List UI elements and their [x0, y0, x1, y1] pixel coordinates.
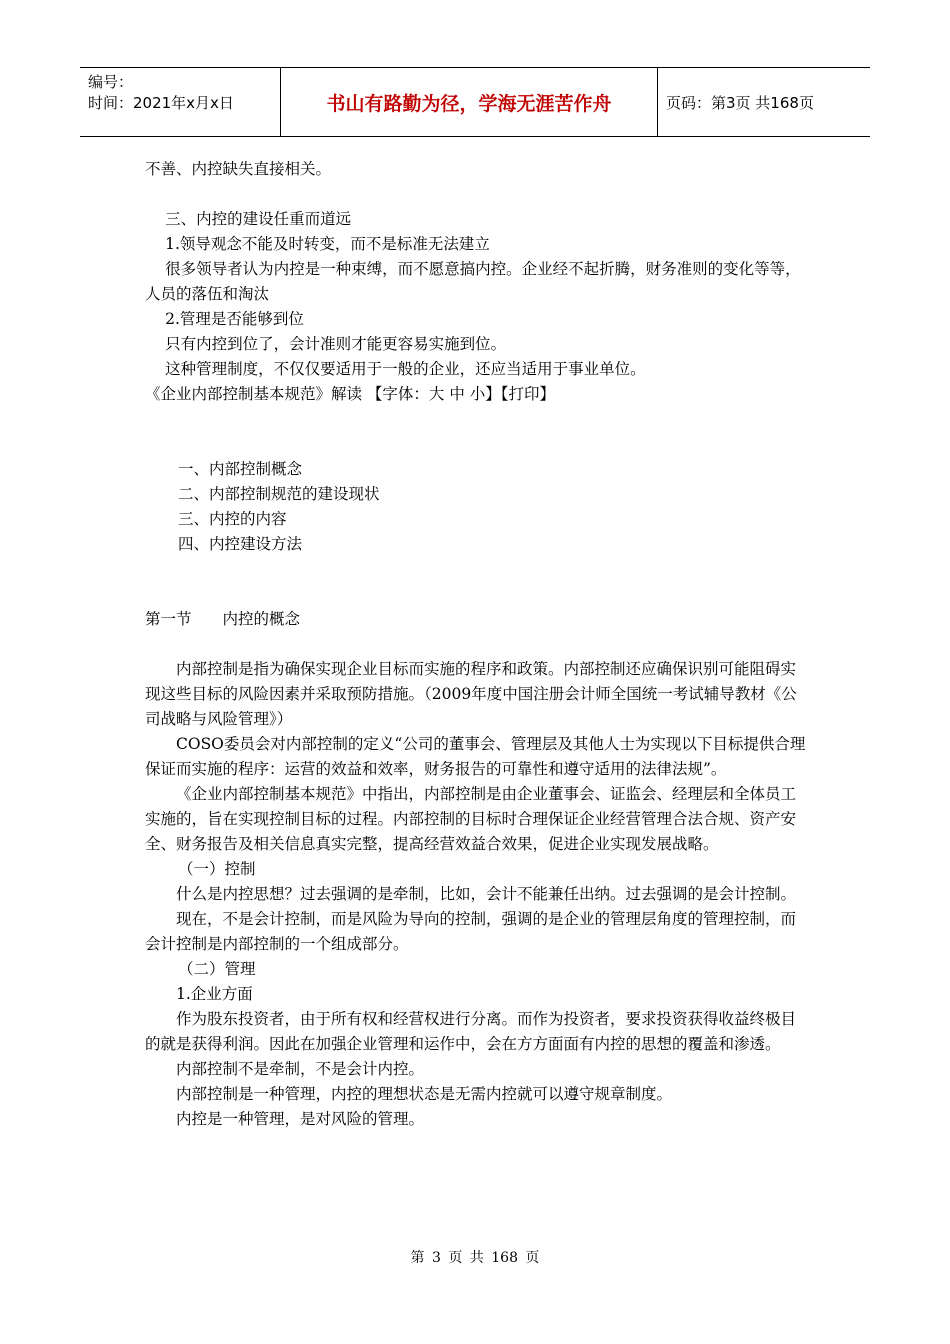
document-title-line: 《企业内部控制基本规范》解读 【字体：大 中 小】【打印】 [145, 385, 556, 403]
toc-item: 四、内控建设方法 [178, 535, 303, 553]
paragraph: 什么是内控思想？过去强调的是牵制，比如，会计不能兼任出纳。过去强调的是会计控制。 [176, 885, 797, 903]
section-heading: 三、内控的建设任重而道远 [165, 210, 352, 228]
subheading: 2.管理是否能够到位 [165, 310, 304, 328]
section-title: 第一节 内控的概念 [145, 610, 301, 628]
toc-item: 三、内控的内容 [178, 510, 287, 528]
paragraph: 这种管理制度，不仅仅要适用于一般的企业，还应当适用于事业单位。 [165, 360, 646, 378]
number-label: 编号： [88, 73, 134, 91]
paragraph: 《企业内部控制基本规范》中指出，内部控制是由企业董事会、证监会、经理层和全体员工实施的，旨在实现控制目标的过程。内部控制的目标时合理保证企业经营管理合法合规、资产安全、财务报告及相关信息真实完整，提高经营效益合效果，促进企业实现发展战略。 [145, 785, 797, 853]
paragraph: 现在，不是会计控制，而是风险为导向的控制，强调的是企业的管理层角度的管理控制，而会计控制是内部控制的一个组成部分。 [145, 910, 797, 953]
paragraph: 内控是一种管理，是对风险的管理。 [176, 1110, 425, 1128]
paragraph: 不善、内控缺失直接相关。 [145, 160, 332, 178]
page-footer: 第 3 页 共 168 页 [410, 1250, 540, 1266]
header-motto: 书山有路勤为径，学海无涯苦作舟 [281, 68, 658, 136]
paragraph: 内部控制是一种管理，内控的理想状态是无需内控就可以遵守规章制度。 [176, 1085, 673, 1103]
paragraph: 内部控制是指为确保实现企业目标而实施的程序和政策。内部控制还应确保识别可能阻碍实现这些目标的风险因素并采取预防措施。（2009年度中国注册会计师全国统一考试辅导教材《公司战略与风险管理》） [145, 660, 797, 728]
subheading: 1.领导观念不能及时转变，而不是标准无法建立 [165, 235, 490, 253]
paragraph: 作为股东投资者，由于所有权和经营权进行分离。而作为投资者，要求投资获得收益终极目的就是获得利润。因此在加强企业管理和运作中，会在方方面面有内控的思想的覆盖和渗透。 [145, 1010, 797, 1053]
header-left-cell [80, 68, 281, 136]
document-body [145, 157, 810, 1132]
toc-item: 一、内部控制概念 [178, 460, 303, 478]
paragraph: 内部控制不是牵制，不是会计内控。 [176, 1060, 425, 1078]
subheading: （二）管理 [178, 960, 256, 978]
subheading: 1.企业方面 [176, 985, 253, 1003]
header-page-info: 页码：第3页 共168页 [666, 93, 814, 112]
date-label: 时间：2021年x月x日 [88, 94, 234, 112]
toc-item: 二、内部控制规范的建设现状 [178, 485, 380, 503]
paragraph: 很多领导者认为内控是一种束缚，而不愿意搞内控。企业经不起折腾，财务准则的变化等等，人员的落伍和淘汰 [145, 260, 801, 303]
paragraph: 只有内控到位了，会计准则才能更容易实施到位。 [165, 335, 507, 353]
subheading: （一）控制 [178, 860, 256, 878]
paragraph: COSO委员会对内部控制的定义“公司的董事会、管理层及其他人士为实现以下目标提供合理保证而实施的程序：运营的效益和效率，财务报告的可靠性和遵守适用的法律法规”。 [145, 735, 806, 778]
page-header [80, 67, 870, 137]
